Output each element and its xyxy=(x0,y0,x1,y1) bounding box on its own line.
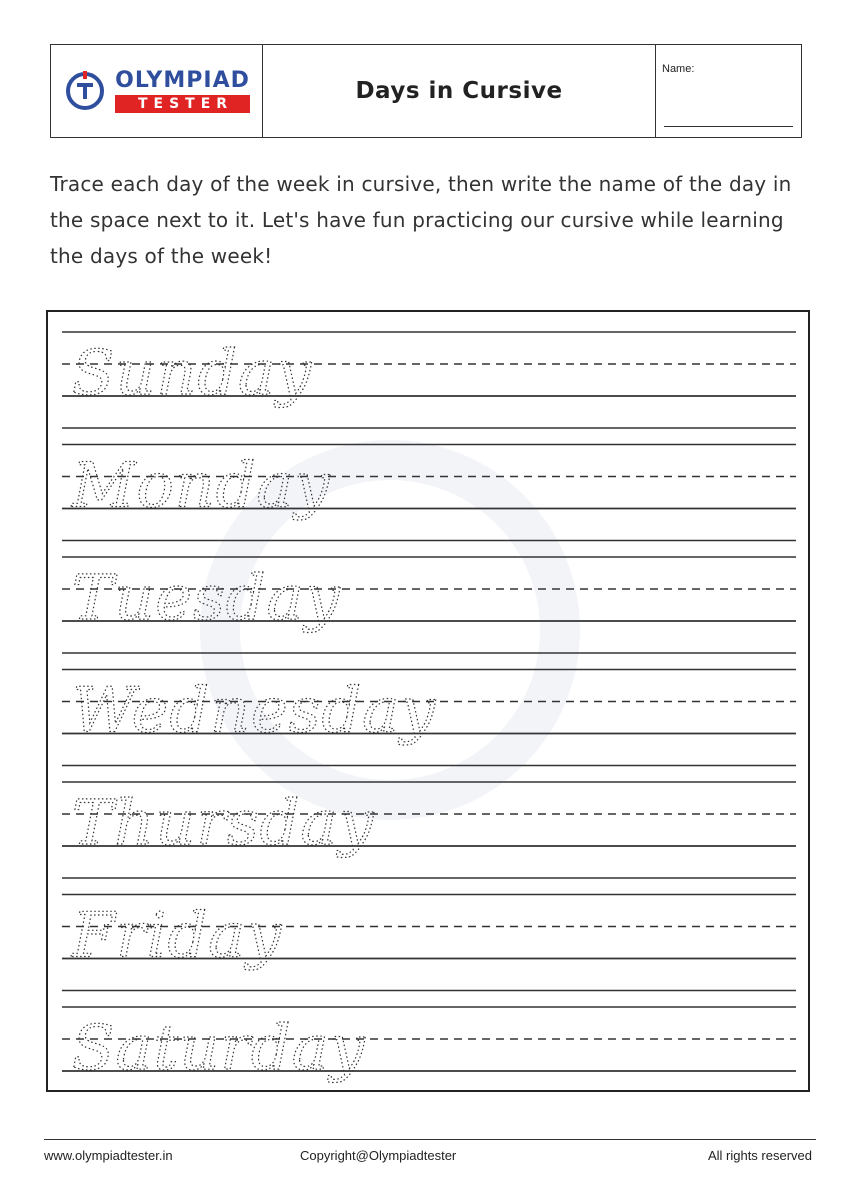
footer-copyright: Copyright@Olympiadtester xyxy=(300,1148,457,1163)
worksheet-header xyxy=(50,44,802,138)
footer-rights: All rights reserved xyxy=(707,1148,812,1163)
page-title: Days in Cursive xyxy=(355,78,563,104)
logo-text-top: OLYMPIAD xyxy=(115,68,250,93)
name-label: Name: xyxy=(662,63,695,75)
tracing-row-sunday[interactable] xyxy=(62,332,796,428)
trace-word-saturday: Saturday xyxy=(72,1011,366,1084)
tracing-row-saturday[interactable] xyxy=(62,1007,796,1094)
trace-word-wednesday: Wednesday xyxy=(72,673,437,747)
trace-word-friday: Friday xyxy=(72,898,283,972)
trace-word-tuesday: Tuesday xyxy=(72,561,341,634)
name-field[interactable] xyxy=(655,45,801,137)
trace-word-thursday: Thursday xyxy=(72,786,375,859)
olympiad-tester-logo-icon xyxy=(63,69,107,113)
name-write-line[interactable] xyxy=(664,126,793,127)
tracing-row-friday[interactable] xyxy=(62,895,796,991)
footer-website[interactable]: www.olympiadtester.in xyxy=(44,1148,173,1163)
logo-text-bottom: TESTER xyxy=(115,95,250,113)
footer-divider xyxy=(44,1139,816,1140)
logo xyxy=(51,45,263,137)
instructions-text: Trace each day of the week in cursive, then write the name of the day in the space next to it. Let's have fun practicing our cursive while learning the days of the week! xyxy=(50,172,792,268)
trace-word-monday: Monday xyxy=(72,448,331,522)
watermark-logo-icon xyxy=(180,420,600,840)
trace-word-sunday: Sunday xyxy=(72,336,313,409)
